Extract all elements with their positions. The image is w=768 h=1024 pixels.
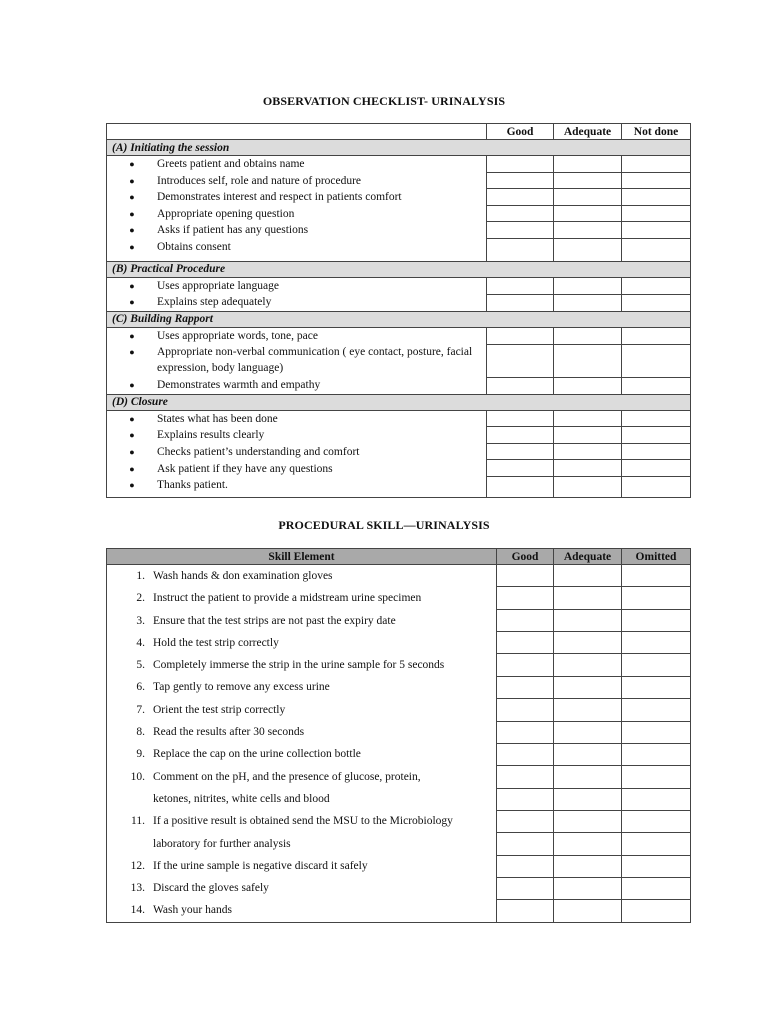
list-item: 8. Read the results after 30 seconds — [136, 726, 305, 739]
rating-cell-not-done[interactable] — [622, 410, 691, 427]
checklist-row — [107, 410, 691, 427]
rating-cell-adequate[interactable] — [554, 676, 622, 698]
rating-cell-omitted[interactable] — [622, 609, 691, 631]
observation-checklist-table — [106, 123, 691, 498]
bullet-icon: ● — [129, 380, 135, 391]
header-blank — [107, 124, 487, 140]
bullet-icon: ● — [129, 175, 135, 186]
list-item: 13. Discard the gloves safely — [130, 882, 269, 895]
list-item: 11. If a positive result is obtained send the MSU to the Microbiology — [131, 815, 453, 828]
bullet-icon: ● — [129, 430, 135, 441]
list-item: 5. Completely immerse the strip in the urine sample for 5 seconds — [136, 659, 445, 672]
list-item: ● Explains results clearly — [107, 427, 486, 444]
rating-cell-adequate[interactable] — [554, 609, 622, 631]
rating-cell-good[interactable] — [497, 609, 554, 631]
rating-cell-omitted[interactable] — [622, 587, 691, 609]
header-skill-element: Skill Element — [107, 549, 497, 565]
list-item: ● Ask patient if they have any questions — [107, 461, 486, 478]
rating-cell-omitted[interactable] — [622, 833, 691, 855]
list-item: 9. Replace the cap on the urine collection bottle — [136, 748, 361, 761]
bullet-icon: ● — [129, 413, 135, 424]
rating-cell-not-done[interactable] — [622, 476, 691, 497]
rating-cell-adequate[interactable] — [554, 788, 622, 810]
list-item: ● Greets patient and obtains name — [107, 156, 486, 173]
rating-cell-adequate[interactable] — [554, 855, 622, 877]
rating-cell-omitted[interactable] — [622, 632, 691, 654]
section-title: (A) Initiating the session — [107, 140, 691, 156]
list-item-continuation: laboratory for further analysis — [153, 837, 291, 850]
rating-cell-not-done[interactable] — [622, 205, 691, 222]
procedural-header-row — [107, 549, 691, 565]
rating-cell-good[interactable] — [487, 427, 554, 444]
header-adequate: Adequate — [554, 549, 622, 565]
rating-cell-adequate[interactable] — [554, 460, 622, 477]
rating-cell-adequate[interactable] — [554, 205, 622, 222]
rating-cell-not-done[interactable] — [622, 377, 691, 394]
rating-cell-not-done[interactable] — [622, 172, 691, 189]
list-item: ● Uses appropriate words, tone, pace — [107, 328, 486, 345]
rating-cell-omitted[interactable] — [622, 699, 691, 721]
rating-cell-not-done[interactable] — [622, 460, 691, 477]
rating-cell-adequate[interactable] — [554, 699, 622, 721]
section-header-c — [107, 311, 691, 327]
rating-cell-adequate[interactable] — [554, 587, 622, 609]
rating-cell-adequate[interactable] — [554, 222, 622, 239]
bullet-icon: ● — [129, 463, 135, 474]
rating-cell-adequate[interactable] — [554, 654, 622, 676]
rating-cell-adequate[interactable] — [554, 410, 622, 427]
rating-cell-good[interactable] — [487, 410, 554, 427]
rating-cell-good[interactable] — [497, 900, 554, 922]
list-item: ● Thanks patient. — [107, 477, 486, 494]
rating-cell-adequate[interactable] — [554, 743, 622, 765]
header-adequate: Adequate — [554, 124, 622, 140]
list-item: 7. Orient the test strip correctly — [136, 703, 286, 716]
rating-cell-adequate[interactable] — [554, 443, 622, 460]
rating-cell-omitted[interactable] — [622, 676, 691, 698]
rating-cell-omitted[interactable] — [622, 810, 691, 832]
section-items — [107, 277, 487, 311]
observation-header-row — [107, 124, 691, 140]
bullet-icon: ● — [129, 330, 135, 341]
rating-cell-good[interactable] — [487, 189, 554, 206]
rating-cell-good[interactable] — [487, 327, 554, 344]
list-item: ● Asks if patient has any questions — [107, 222, 486, 239]
rating-cell-good[interactable] — [497, 565, 554, 587]
checklist-row — [107, 277, 691, 294]
rating-cell-adequate[interactable] — [554, 427, 622, 444]
list-item-continuation: ketones, nitrites, white cells and blood — [153, 792, 330, 805]
procedural-skill-table — [106, 548, 691, 923]
rating-cell-adequate[interactable] — [554, 277, 622, 294]
list-item: ● Appropriate non-verbal communication ( eye contact, posture, facial expression, body language) — [107, 344, 486, 377]
bullet-icon: ● — [129, 480, 135, 491]
rating-cell-not-done[interactable] — [622, 427, 691, 444]
rating-cell-good[interactable] — [497, 810, 554, 832]
section-header-d — [107, 394, 691, 410]
bullet-icon: ● — [129, 241, 135, 252]
list-item: ● Demonstrates warmth and empathy — [107, 377, 486, 394]
section-title: (B) Practical Procedure — [107, 261, 691, 277]
rating-cell-not-done[interactable] — [622, 156, 691, 173]
skill-items — [107, 565, 497, 923]
rating-cell-not-done[interactable] — [622, 345, 691, 378]
rating-cell-good[interactable] — [497, 721, 554, 743]
list-item: ● States what has been done — [107, 411, 486, 428]
section-title: (D) Closure — [107, 394, 691, 410]
list-item: 12. If the urine sample is negative discard it safely — [130, 859, 368, 872]
rating-cell-good[interactable] — [497, 632, 554, 654]
rating-cell-good[interactable] — [497, 878, 554, 900]
section-items — [107, 410, 487, 497]
list-item: ● Introduces self, role and nature of procedure — [107, 173, 486, 190]
rating-cell-omitted[interactable] — [622, 878, 691, 900]
rating-cell-adequate[interactable] — [554, 156, 622, 173]
rating-cell-adequate[interactable] — [554, 294, 622, 311]
rating-cell-omitted[interactable] — [622, 565, 691, 587]
rating-cell-adequate[interactable] — [554, 766, 622, 788]
bullet-icon: ● — [129, 297, 135, 308]
rating-cell-adequate[interactable] — [554, 833, 622, 855]
rating-cell-not-done[interactable] — [622, 443, 691, 460]
rating-cell-good[interactable] — [497, 699, 554, 721]
rating-cell-adequate[interactable] — [554, 377, 622, 394]
section-items — [107, 327, 487, 394]
section-header-b — [107, 261, 691, 277]
list-item: 6. Tap gently to remove any excess urine — [136, 681, 330, 694]
header-not-done: Not done — [622, 124, 691, 140]
rating-cell-good[interactable] — [487, 460, 554, 477]
checklist-row — [107, 156, 691, 173]
rating-cell-good[interactable] — [487, 156, 554, 173]
rating-cell-good[interactable] — [487, 205, 554, 222]
rating-cell-adequate[interactable] — [554, 632, 622, 654]
list-item: ● Checks patient’s understanding and comfort — [107, 444, 486, 461]
procedural-title: PROCEDURAL SKILL—URINALYSIS — [278, 518, 490, 532]
rating-cell-adequate[interactable] — [554, 327, 622, 344]
header-omitted: Omitted — [622, 549, 691, 565]
section-title: (C) Building Rapport — [107, 311, 691, 327]
rating-cell-adequate[interactable] — [554, 565, 622, 587]
bullet-icon: ● — [129, 192, 135, 203]
rating-cell-omitted[interactable] — [622, 743, 691, 765]
rating-cell-omitted[interactable] — [622, 900, 691, 922]
list-item: 4. Hold the test strip correctly — [136, 636, 279, 649]
rating-cell-good[interactable] — [487, 345, 554, 378]
section-header-a — [107, 140, 691, 156]
rating-cell-good[interactable] — [487, 172, 554, 189]
rating-cell-good[interactable] — [497, 654, 554, 676]
rating-cell-good[interactable] — [497, 788, 554, 810]
rating-cell-good[interactable] — [497, 587, 554, 609]
rating-cell-omitted[interactable] — [622, 766, 691, 788]
rating-cell-omitted[interactable] — [622, 788, 691, 810]
bullet-icon: ● — [129, 280, 135, 291]
rating-cell-not-done[interactable] — [622, 238, 691, 261]
bullet-icon: ● — [129, 225, 135, 236]
rating-cell-omitted[interactable] — [622, 721, 691, 743]
rating-cell-not-done[interactable] — [622, 327, 691, 344]
list-item: ● Obtains consent — [107, 239, 486, 256]
rating-cell-good[interactable] — [497, 833, 554, 855]
rating-cell-omitted[interactable] — [622, 654, 691, 676]
rating-cell-good[interactable] — [487, 222, 554, 239]
section-items — [107, 156, 487, 262]
rating-cell-adequate[interactable] — [554, 721, 622, 743]
list-item: 2. Instruct the patient to provide a midstream urine specimen — [136, 592, 422, 605]
rating-cell-not-done[interactable] — [622, 222, 691, 239]
rating-cell-not-done[interactable] — [622, 277, 691, 294]
rating-cell-good[interactable] — [487, 443, 554, 460]
rating-cell-adequate[interactable] — [554, 476, 622, 497]
rating-cell-adequate[interactable] — [554, 900, 622, 922]
rating-cell-adequate[interactable] — [554, 810, 622, 832]
rating-cell-adequate[interactable] — [554, 189, 622, 206]
bullet-icon: ● — [129, 447, 135, 458]
rating-cell-good[interactable] — [497, 676, 554, 698]
header-good: Good — [497, 549, 554, 565]
list-item: 10. Comment on the pH, and the presence of glucose, protein, — [130, 770, 421, 783]
header-good: Good — [487, 124, 554, 140]
rating-cell-good[interactable] — [487, 294, 554, 311]
rating-cell-good[interactable] — [497, 855, 554, 877]
list-item: ● Demonstrates interest and respect in patients comfort — [107, 189, 486, 206]
checklist-row — [107, 327, 691, 344]
bullet-icon: ● — [129, 208, 135, 219]
bullet-icon: ● — [129, 159, 135, 169]
rating-cell-good[interactable] — [487, 238, 554, 261]
rating-cell-not-done[interactable] — [622, 294, 691, 311]
skill-row — [107, 565, 691, 587]
observation-title: OBSERVATION CHECKLIST- URINALYSIS — [262, 94, 506, 108]
list-item: ● Appropriate opening question — [107, 206, 486, 223]
rating-cell-good[interactable] — [497, 743, 554, 765]
list-item: ● Explains step adequately — [107, 294, 486, 311]
list-item: 3. Ensure that the test strips are not past the expiry date — [136, 614, 396, 627]
rating-cell-not-done[interactable] — [622, 189, 691, 206]
rating-cell-adequate[interactable] — [554, 345, 622, 378]
bullet-icon: ● — [129, 347, 135, 358]
rating-cell-good[interactable] — [487, 377, 554, 394]
rating-cell-good[interactable] — [487, 476, 554, 497]
list-item: 1. Wash hands & don examination gloves — [136, 570, 333, 582]
list-item: ● Uses appropriate language — [107, 278, 486, 295]
rating-cell-adequate[interactable] — [554, 172, 622, 189]
rating-cell-good[interactable] — [497, 766, 554, 788]
rating-cell-adequate[interactable] — [554, 238, 622, 261]
list-item: 14. Wash your hands — [130, 904, 232, 917]
rating-cell-omitted[interactable] — [622, 855, 691, 877]
rating-cell-good[interactable] — [487, 277, 554, 294]
rating-cell-adequate[interactable] — [554, 878, 622, 900]
